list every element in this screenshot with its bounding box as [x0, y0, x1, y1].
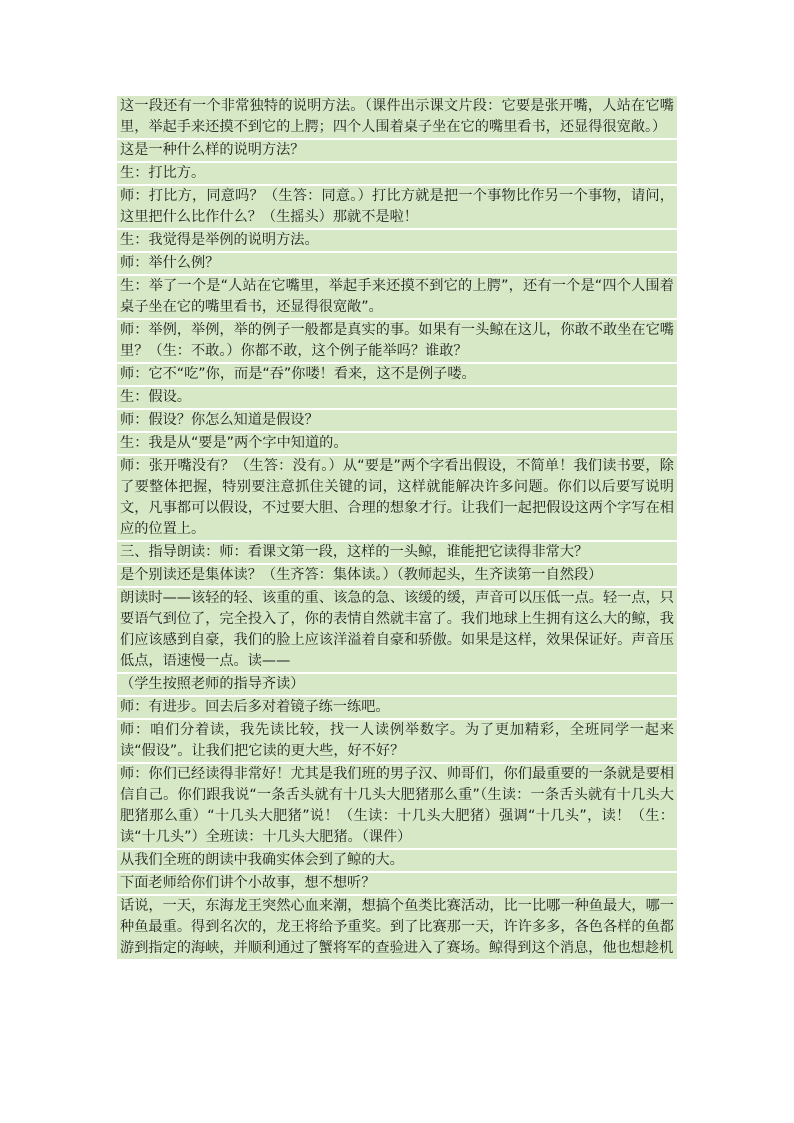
paragraph: 师：打比方，同意吗？（生答：同意。）打比方就是把一个事物比作另一个事物，请问，这里把什么比作什么？（生摇头）那就不是啦！: [117, 186, 677, 228]
paragraph: 这是一种什么样的说明方法？: [117, 140, 677, 161]
paragraph: 师：你们已经读得非常好！尤其是我们班的男子汉、帅哥们，你们最重要的一条就是要相信自己。你们跟我说“一条舌头就有十几头大肥猪那么重”（生读：一条舌头就有十几头大肥猪那么重）“十几头大肥猪”说！（生读：十几头大肥猪）强调“十几头”，读！（生：读“十几头”）全班读：十几头大肥猪。（课件）: [117, 764, 677, 848]
paragraph: （学生按照老师的指导齐读）: [117, 674, 677, 695]
paragraph: 下面老师给你们讲个小故事，想不想听？: [117, 873, 677, 894]
paragraph: 师：张开嘴没有？（生答：没有。）从“要是”两个字看出假设，不简单！我们读书要，除了要整体把握，特别要注意抓住关键的词，这样就能解决许多问题。你们以后要写说明文，凡事都可以假设，不过要大胆、合理的想象才行。让我们一起把假设这两个字写在相应的位置上。: [117, 456, 677, 540]
paragraph: 从我们全班的朗读中我确实体会到了鲸的大。: [117, 850, 677, 871]
paragraph: 师：有进步。回去后多对着镜子练一练吧。: [117, 697, 677, 718]
paragraph: 生：我是从“要是”两个字中知道的。: [117, 433, 677, 454]
paragraph: 是个别读还是集体读？（生齐答：集体读。）（教师起头，生齐读第一自然段）: [117, 565, 677, 586]
paragraph: 生：我觉得是举例的说明方法。: [117, 230, 677, 251]
paragraph: 话说，一天，东海龙王突然心血来潮，想搞个鱼类比赛活动，比一比哪一种鱼最大，哪一种鱼最重。得到名次的，龙王将给予重奖。到了比赛那一天，许许多多，各色各样的鱼都游到指定的海峡，并顺利通过了蟹将军的查验进入了赛场。鲸得到这个消息，他也想趁机: [117, 896, 677, 959]
paragraph: 这一段还有一个非常独特的说明方法。（课件出示课文片段：它要是张开嘴，人站在它嘴里，举起手来还摸不到它的上腭；四个人围着桌子坐在它的嘴里看书，还显得很宽敞。）: [117, 96, 677, 138]
paragraph: 生：打比方。: [117, 163, 677, 184]
paragraph: 生：举了一个是“人站在它嘴里，举起手来还摸不到它的上腭”，还有一个是“四个人围着桌子坐在它的嘴里看书，还显得很宽敞”。: [117, 276, 677, 318]
document-page: [117, 96, 677, 961]
paragraph: 生：假设。: [117, 387, 677, 408]
paragraph: 师：它不“吃”你，而是“吞”你喽！看来，这不是例子喽。: [117, 364, 677, 385]
paragraph: 三、指导朗读：师：看课文第一段，这样的一头鲸，谁能把它读得非常大？: [117, 542, 677, 563]
paragraph: 师：假设？你怎么知道是假设？: [117, 410, 677, 431]
paragraph: 朗读时——该轻的轻、该重的重、该急的急、该缓的缓，声音可以压低一点。轻一点，只要语气到位了，完全投入了，你的表情自然就丰富了。我们地球上生拥有这么大的鲸，我们应该感到自豪，我们的脸上应该洋溢着自豪和骄傲。如果是这样，效果保证好。声音压低点，语速慢一点。读——: [117, 588, 677, 672]
paragraph: 师：举什么例？: [117, 253, 677, 274]
paragraph: 师：咱们分着读，我先读比较，找一人读例举数字。为了更加精彩，全班同学一起来读“假设”。让我们把它读的更大些，好不好？: [117, 720, 677, 762]
paragraph: 师：举例，举例，举的例子一般都是真实的事。如果有一头鲸在这儿，你敢不敢坐在它嘴里？（生：不敢。）你都不敢，这个例子能举吗？谁敢？: [117, 320, 677, 362]
